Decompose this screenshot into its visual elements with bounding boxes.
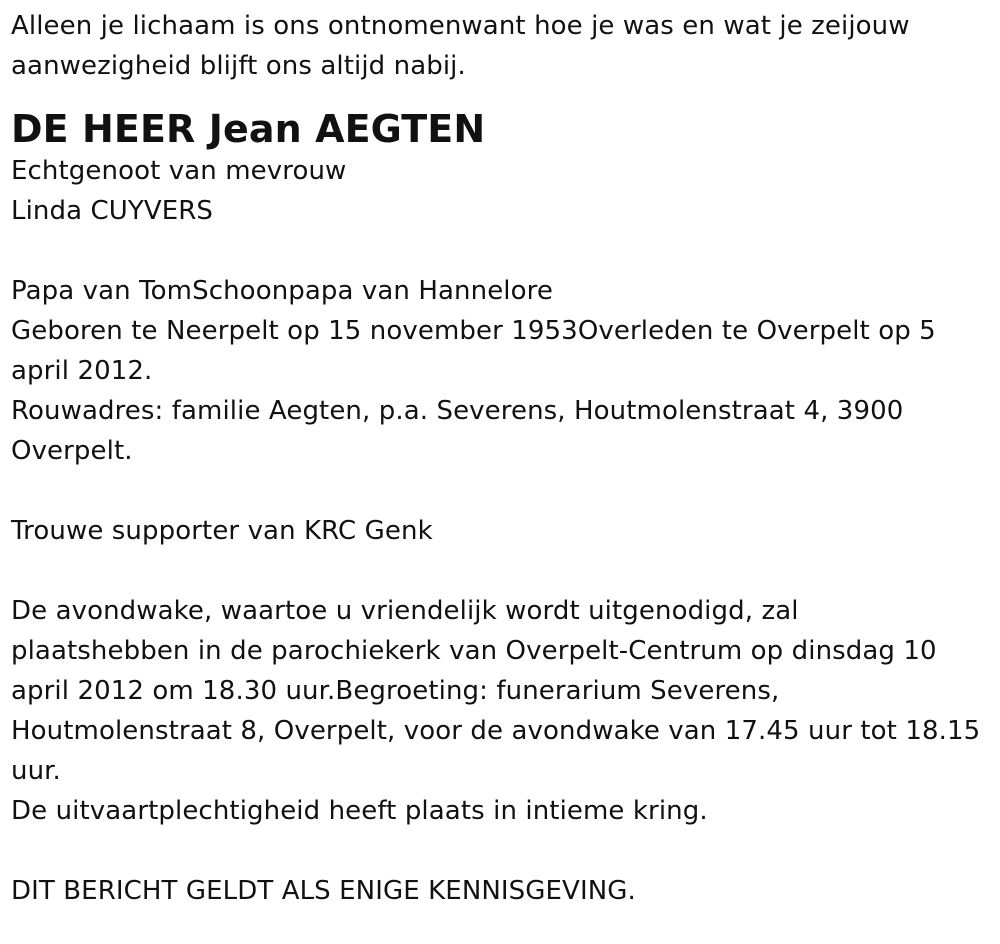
notice-line: DIT BERICHT GELDT ALS ENIGE KENNISGEVING. [11,876,636,906]
ceremony-line: De uitvaartplechtigheid heeft plaats in intieme kring. [11,796,708,826]
spacer [11,831,986,871]
deceased-name: DE HEER Jean AEGTEN [11,107,486,151]
wake-line-5: uur. [11,756,61,786]
children-line: Papa van TomSchoonpapa van Hannelore [11,276,553,306]
spacer [11,231,986,271]
spacer [11,551,986,591]
quote-line-2: aanwezigheid blijft ons altijd nabij. [11,51,466,81]
spouse-line-2: Linda CUYVERS [11,196,214,226]
wake-line-4: Houtmolenstraat 8, Overpelt, voor de avondwake van 17.45 uur tot 18.15 [11,716,981,746]
wake-line-3: april 2012 om 18.30 uur.Begroeting: funerarium Severens, [11,676,780,706]
supporter-line: Trouwe supporter van KRC Genk [11,516,433,546]
spacer [11,471,986,511]
spouse-line-1: Echtgenoot van mevrouw [11,156,347,186]
wake-line-2: plaatshebben in de parochiekerk van Overpelt-Centrum op dinsdag 10 [11,636,937,666]
obituary-notice [11,6,986,911]
address-line-2: Overpelt. [11,436,133,466]
address-line-1: Rouwadres: familie Aegten, p.a. Severens, Houtmolenstraat 4, 3900 [11,396,904,426]
wake-line-1: De avondwake, waartoe u vriendelijk wordt uitgenodigd, zal [11,596,799,626]
quote-line-1: Alleen je lichaam is ons ontnomenwant hoe je was en wat je zeijouw [11,11,910,41]
birth-death-line-2: april 2012. [11,356,153,386]
birth-death-line-1: Geboren te Neerpelt op 15 november 1953Overleden te Overpelt op 5 [11,316,936,346]
